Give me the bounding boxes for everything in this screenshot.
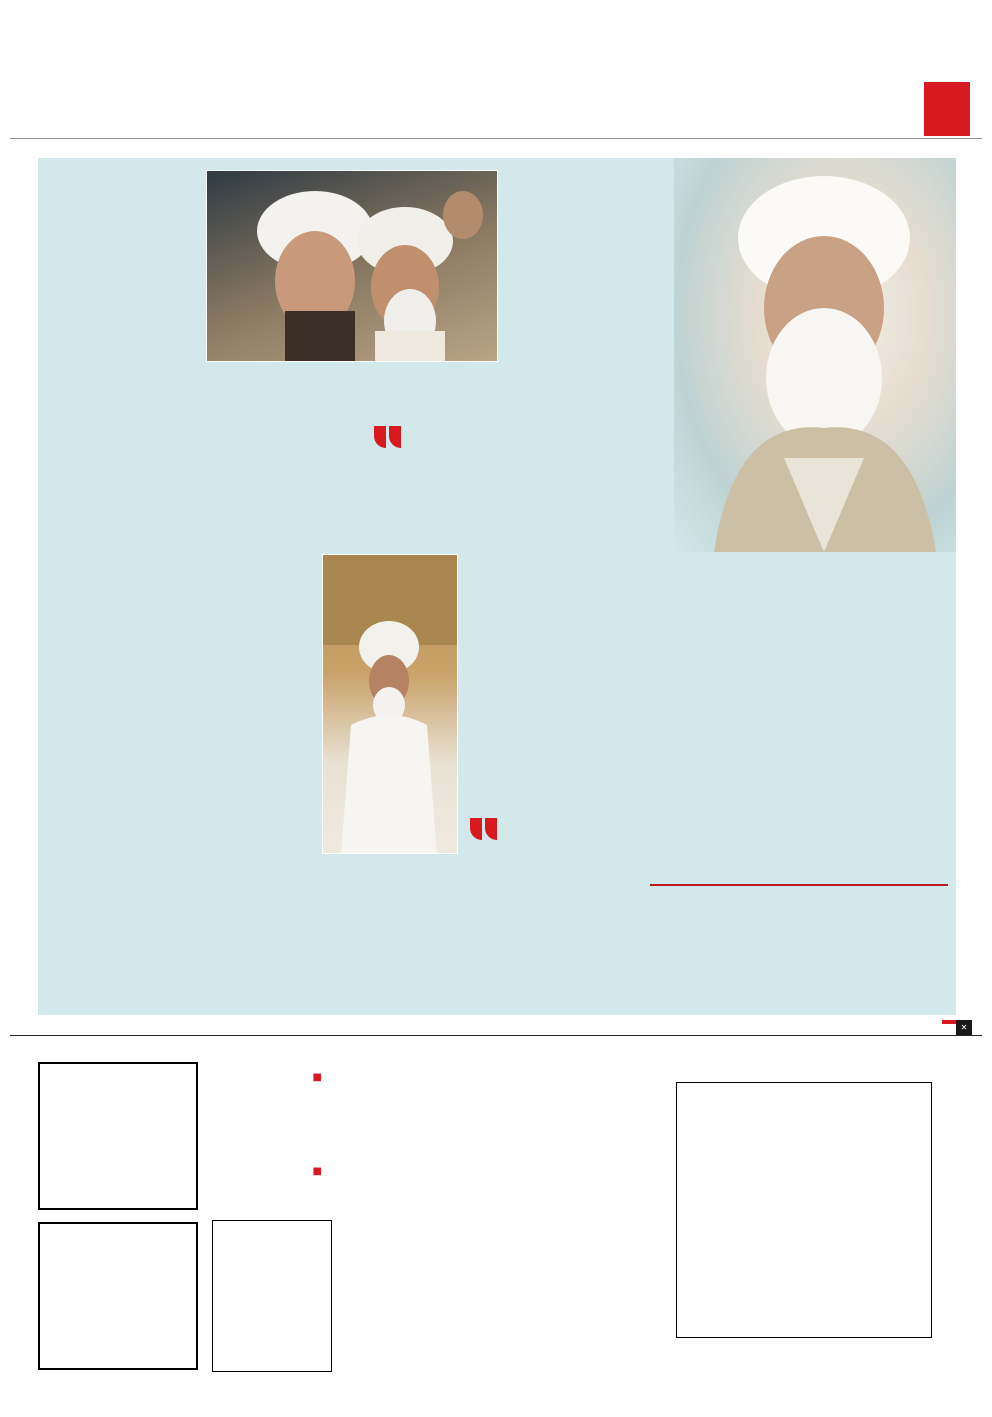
photo-caption [460, 556, 470, 806]
article-column-4 [48, 170, 198, 1000]
martyr-portrait [674, 158, 956, 552]
sudoku-title [212, 1072, 322, 1083]
newspaper-logo[interactable] [924, 82, 970, 136]
quote-mark-icon [374, 426, 402, 448]
section-header [420, 78, 570, 132]
masthead-divider [10, 138, 982, 139]
puzzle-tag[interactable] [942, 1020, 972, 1032]
arrow-icon: ✕ [956, 1020, 972, 1035]
crossword-grid[interactable] [676, 1082, 932, 1338]
crossword-column-numbers [676, 1070, 932, 1082]
sudoku-header [212, 1072, 322, 1087]
sudoku-grid[interactable] [38, 1062, 198, 1210]
photo-mecca [322, 554, 458, 854]
article-column-2 [208, 878, 308, 988]
masthead [10, 78, 982, 142]
crossword-row-numbers [932, 1082, 948, 1338]
puzzle-strip [10, 1018, 982, 1036]
prev-crossword-title [212, 1166, 322, 1177]
quote-mark-icon [470, 818, 498, 840]
feature-article [38, 158, 956, 1015]
previous-crossword-solution [212, 1220, 332, 1372]
prev-crossword-header [212, 1166, 322, 1181]
article-column-1 [508, 170, 648, 1000]
photo-meeting [206, 170, 498, 362]
previous-sudoku-solution [38, 1222, 198, 1370]
divider [650, 884, 948, 886]
headline-block [638, 556, 956, 688]
